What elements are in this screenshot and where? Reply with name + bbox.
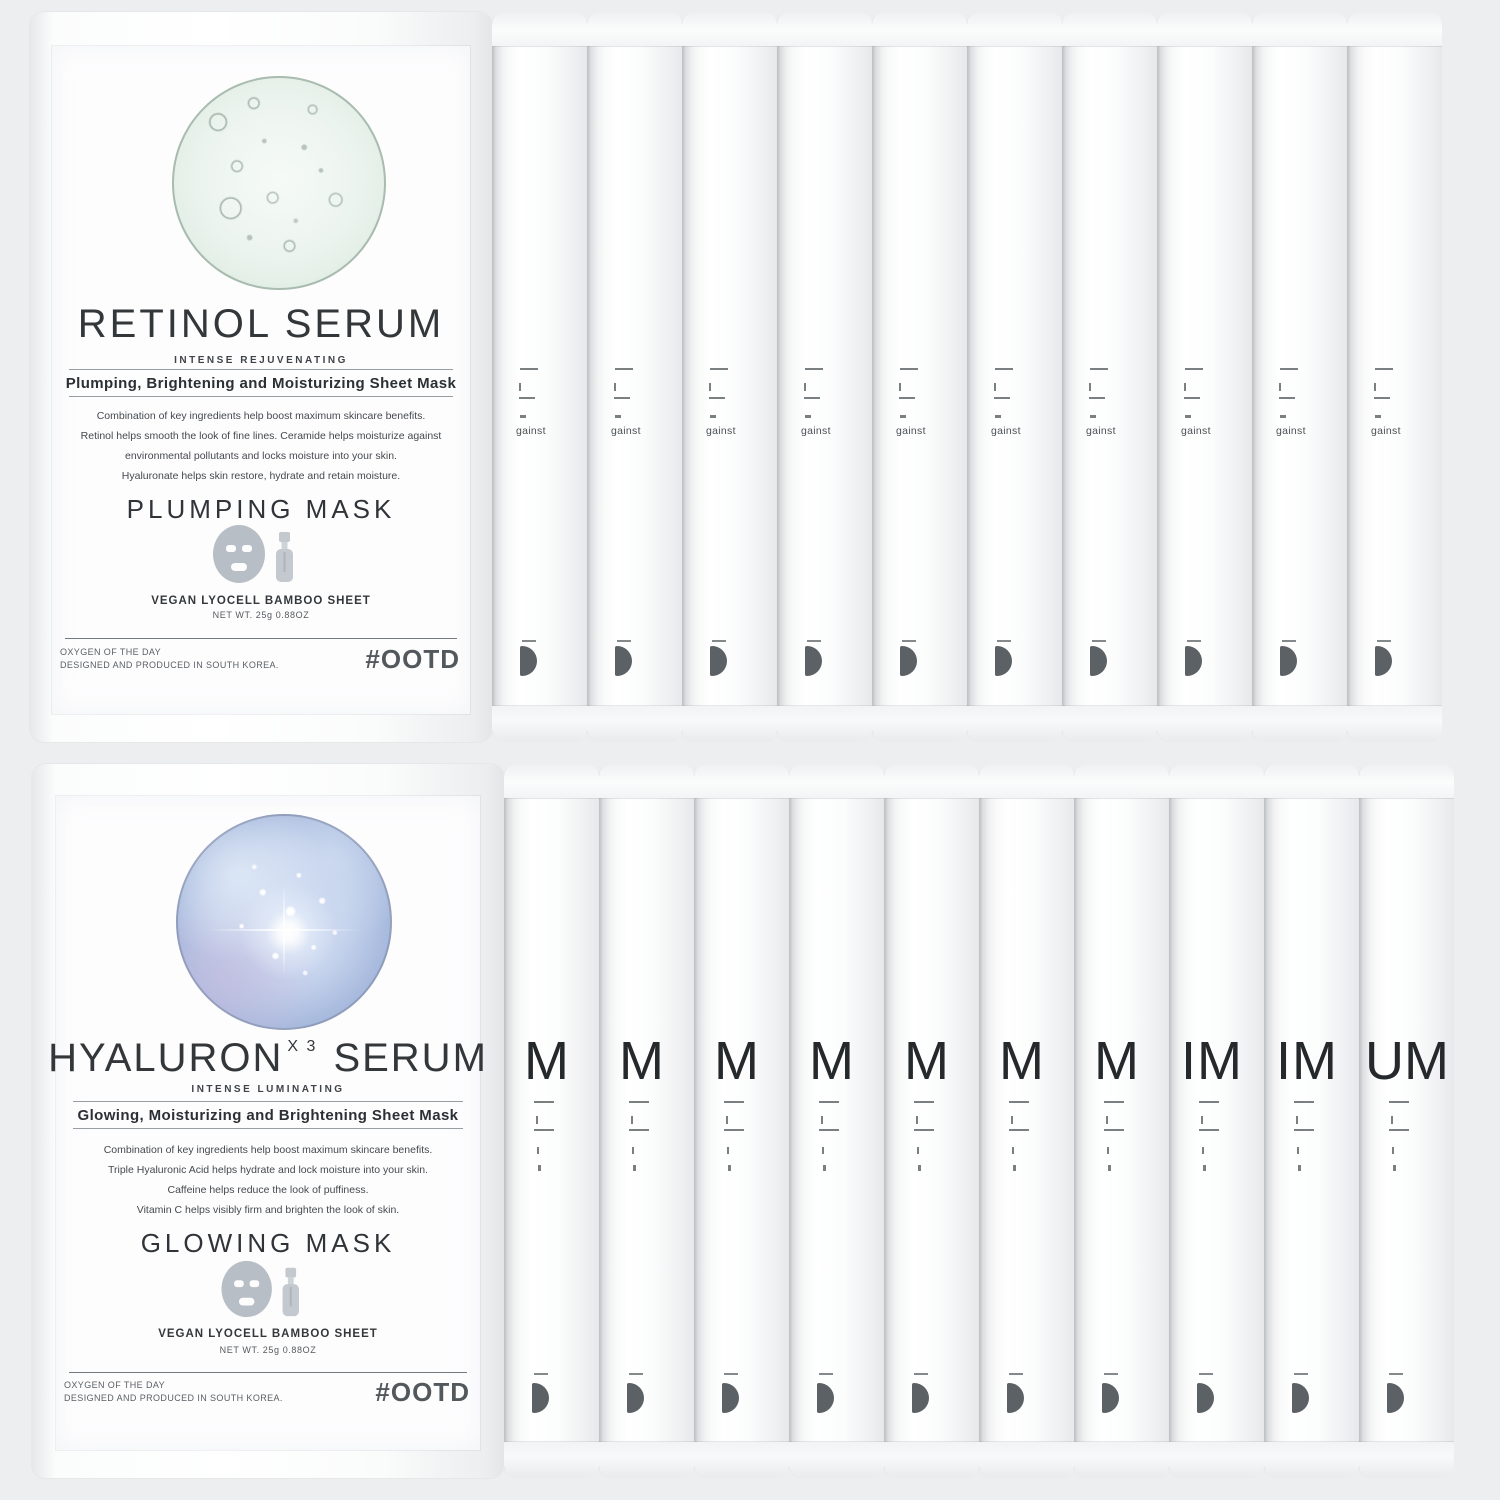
sheet-type-text: VEGAN LYOCELL BAMBOO SHEET: [158, 1328, 378, 1340]
brand-name-text: OXYGEN OF THE DAY: [60, 647, 161, 657]
title-letter-fragment: M: [1094, 1031, 1140, 1091]
label-text-fragment: [614, 397, 630, 399]
label-text-fragment: [1294, 1129, 1314, 1131]
brand-logo-fragment: [1280, 646, 1297, 676]
label-text-fragment: [1389, 1129, 1409, 1131]
face-mask-icon: [198, 1258, 338, 1320]
title-main: HYALURON: [48, 1036, 284, 1080]
label-text-fragment: [1296, 1116, 1298, 1124]
label-text-fragment: [1185, 415, 1191, 418]
label-text-fragment: [1184, 397, 1200, 399]
label-text-fragment: [1187, 640, 1201, 642]
packet-seal-crimp: [599, 1442, 694, 1478]
product-tagline: Plumping, Brightening and Moisturizing Sheet Mask: [65, 375, 457, 392]
packet-seal-crimp: [1074, 1442, 1169, 1478]
description-line: Caffeine helps reduce the look of puffiness.: [167, 1184, 369, 1196]
label-text-fragment: gainst: [1181, 425, 1211, 437]
packet-seal-crimp: [492, 12, 587, 46]
label-text-fragment: [821, 1116, 823, 1124]
label-text-fragment: [916, 1116, 918, 1124]
label-text-fragment: [1090, 368, 1108, 370]
packet-seal-crimp: [492, 706, 587, 742]
hyaluron-mask-packet: [32, 764, 504, 1478]
label-text-fragment: gainst: [801, 425, 831, 437]
label-text-fragment: [1106, 1116, 1108, 1124]
brand-logo-fragment: [1197, 1383, 1214, 1413]
label-text-fragment: [1374, 383, 1376, 391]
retinol-mask-packet: [30, 12, 492, 742]
mask-and-bottle-icons: [52, 522, 470, 586]
packet-seal-crimp: [587, 706, 682, 742]
packet-seal-crimp: [789, 1442, 884, 1478]
label-text-fragment: [1009, 1373, 1023, 1375]
title-letter-fragment: M: [999, 1031, 1045, 1091]
packet-seal-crimp: [682, 12, 777, 46]
label-text-fragment: [819, 1129, 839, 1131]
label-text-fragment: [710, 368, 728, 370]
label-text-fragment: [537, 1147, 539, 1154]
label-text-fragment: [632, 1147, 634, 1154]
title-letter-fragment: M: [809, 1031, 855, 1091]
footer-divider-line: [69, 1372, 468, 1373]
label-text-fragment: [1009, 1101, 1029, 1103]
net-weight-text: NET WT. 25g 0.88OZ: [212, 610, 310, 620]
label-text-fragment: [534, 1129, 554, 1131]
product-subtitle: INTENSE LUMINATING: [191, 1084, 345, 1095]
brand-logo-fragment: [1185, 646, 1202, 676]
label-text-fragment: [900, 415, 906, 418]
brand-logo: #OOTD: [375, 1377, 470, 1407]
label-text-fragment: [534, 1373, 548, 1375]
stacked-mask-packet: [599, 764, 694, 1478]
stacked-mask-packet: [1264, 764, 1359, 1478]
label-text-fragment: [902, 640, 916, 642]
packet-seal-crimp: [1347, 12, 1442, 46]
label-text-fragment: [1298, 1165, 1301, 1171]
label-text-fragment: [918, 1165, 921, 1171]
label-text-fragment: gainst: [1086, 425, 1116, 437]
label-text-fragment: [709, 383, 711, 391]
label-text-fragment: [1389, 1101, 1409, 1103]
label-text-fragment: [997, 640, 1011, 642]
stacked-mask-packet: [777, 12, 872, 742]
label-text-fragment: [1375, 415, 1381, 418]
label-text-fragment: [1107, 1147, 1109, 1154]
packet-seal-crimp: [777, 12, 872, 46]
brand-logo-fragment: [900, 646, 917, 676]
title-letter-fragment: M: [524, 1031, 570, 1091]
stacked-mask-packet: [979, 764, 1074, 1478]
origin-text: DESIGNED AND PRODUCED IN SOUTH KOREA.: [60, 660, 279, 670]
divider-line: [69, 369, 454, 370]
origin-text: DESIGNED AND PRODUCED IN SOUTH KOREA.: [64, 1393, 283, 1403]
label-text-fragment: [629, 1101, 649, 1103]
label-text-fragment: [823, 1165, 826, 1171]
description-line: Retinol helps smooth the look of fine lines. Ceramide helps moisturize against: [80, 430, 442, 442]
label-text-fragment: [804, 397, 820, 399]
product-title: [48, 1036, 488, 1081]
packet-seal-crimp: [884, 764, 979, 798]
label-text-fragment: [914, 1129, 934, 1131]
packet-seal-crimp: [504, 764, 599, 798]
stacked-mask-packet: [872, 12, 967, 742]
label-text-fragment: [994, 383, 996, 391]
label-text-fragment: [1282, 640, 1296, 642]
face-mask-icon: [191, 522, 331, 586]
stacked-mask-packet: [1169, 764, 1264, 1478]
retinol-packet-label: [52, 46, 470, 714]
serum-bubbles-decor: [174, 78, 384, 288]
description-line: Combination of key ingredients help boost maximum skincare benefits.: [103, 1144, 433, 1156]
packet-seal-crimp: [884, 1442, 979, 1478]
label-text-fragment: [519, 383, 521, 391]
packet-seal-crimp: [1157, 12, 1252, 46]
label-text-fragment: [994, 397, 1010, 399]
label-text-fragment: [724, 1373, 738, 1375]
brand-logo-fragment: [1102, 1383, 1119, 1413]
packet-seal-crimp: [872, 12, 967, 46]
label-text-fragment: gainst: [516, 425, 546, 437]
label-text-fragment: [1377, 640, 1391, 642]
label-text-fragment: [1280, 415, 1286, 418]
product-subtitle: INTENSE REJUVENATING: [174, 355, 348, 366]
label-text-fragment: [520, 368, 538, 370]
label-text-fragment: gainst: [706, 425, 736, 437]
packet-footer: [64, 1379, 470, 1408]
brand-logo-fragment: [532, 1383, 549, 1413]
brand-logo-fragment: [1090, 646, 1107, 676]
label-text-fragment: [709, 397, 725, 399]
packet-footer: [60, 646, 460, 675]
brand-logo-fragment: [805, 646, 822, 676]
packet-seal-crimp: [872, 706, 967, 742]
brand-logo-fragment: [710, 646, 727, 676]
packet-seal-crimp: [777, 706, 872, 742]
label-text-fragment: [995, 368, 1013, 370]
label-text-fragment: [617, 640, 631, 642]
packet-seal-crimp: [1062, 706, 1157, 742]
stacked-mask-packet: [967, 12, 1062, 742]
packet-seal-crimp: [967, 12, 1062, 46]
serum-bottle-icon: [276, 532, 293, 582]
label-text-fragment: [1092, 640, 1106, 642]
brand-logo-fragment: [1007, 1383, 1024, 1413]
description-line: Hyaluronate helps skin restore, hydrate and retain moisture.: [121, 470, 401, 482]
label-text-fragment: [1199, 1373, 1213, 1375]
divider-line: [69, 396, 454, 397]
brand-footer-text: [60, 646, 279, 672]
label-text-fragment: [1185, 368, 1203, 370]
product-description: [56, 1140, 480, 1220]
label-text-fragment: [1392, 1147, 1394, 1154]
label-text-fragment: [1389, 1373, 1403, 1375]
label-text-fragment: [822, 1147, 824, 1154]
title-letter-fragment: M: [714, 1031, 760, 1091]
label-text-fragment: [631, 1116, 633, 1124]
packet-seal-crimp: [504, 1442, 599, 1478]
label-text-fragment: [900, 368, 918, 370]
label-text-fragment: [1104, 1101, 1124, 1103]
divider-line: [73, 1128, 463, 1129]
label-text-fragment: [1089, 397, 1105, 399]
label-text-fragment: [1199, 1101, 1219, 1103]
stacked-mask-packet: [682, 12, 777, 742]
serum-bubble-photo: [176, 814, 392, 1030]
divider-line: [73, 1101, 463, 1102]
light-flare-decor: [283, 885, 285, 975]
label-text-fragment: [1012, 1147, 1014, 1154]
label-text-fragment: [520, 415, 526, 418]
label-text-fragment: gainst: [611, 425, 641, 437]
label-text-fragment: [1294, 1101, 1314, 1103]
label-text-fragment: [1202, 1147, 1204, 1154]
label-text-fragment: [724, 1129, 744, 1131]
label-text-fragment: [629, 1373, 643, 1375]
label-text-fragment: [1104, 1129, 1124, 1131]
brand-logo-fragment: [912, 1383, 929, 1413]
packet-seal-crimp: [789, 764, 884, 798]
packet-seal-crimp: [979, 764, 1074, 798]
label-text-fragment: [1089, 383, 1091, 391]
label-text-fragment: [534, 1101, 554, 1103]
label-text-fragment: [1203, 1165, 1206, 1171]
label-text-fragment: [1199, 1129, 1219, 1131]
label-text-fragment: [1108, 1165, 1111, 1171]
label-text-fragment: [710, 415, 716, 418]
label-text-fragment: gainst: [991, 425, 1021, 437]
brand-logo-fragment: [722, 1383, 739, 1413]
label-text-fragment: [807, 640, 821, 642]
brand-logo-fragment: [817, 1383, 834, 1413]
stacked-mask-packet: [1359, 764, 1454, 1478]
packet-seal-crimp: [694, 764, 789, 798]
label-text-fragment: [1391, 1116, 1393, 1124]
stacked-mask-packet: [694, 764, 789, 1478]
title-tail: SERUM: [333, 1036, 488, 1080]
packet-seal-crimp: [1347, 706, 1442, 742]
description-line: Combination of key ingredients help boost maximum skincare benefits.: [96, 410, 426, 422]
label-text-fragment: [899, 397, 915, 399]
label-text-fragment: [728, 1165, 731, 1171]
serum-drop-photo: [172, 76, 386, 290]
stacked-mask-packet: [789, 764, 884, 1478]
label-text-fragment: [633, 1165, 636, 1171]
brand-logo-fragment: [1292, 1383, 1309, 1413]
label-text-fragment: [1184, 383, 1186, 391]
label-text-fragment: [914, 1373, 928, 1375]
label-text-fragment: [995, 415, 1001, 418]
label-text-fragment: [536, 1116, 538, 1124]
label-text-fragment: [917, 1147, 919, 1154]
label-text-fragment: [805, 368, 823, 370]
footer-divider-line: [65, 638, 458, 639]
stacked-mask-packet: [587, 12, 682, 742]
label-text-fragment: gainst: [1276, 425, 1306, 437]
label-text-fragment: [1374, 397, 1390, 399]
packet-seal-crimp: [1359, 764, 1454, 798]
label-text-fragment: gainst: [1371, 425, 1401, 437]
label-text-fragment: [522, 640, 536, 642]
brand-logo-fragment: [615, 646, 632, 676]
mask-type-title: PLUMPING MASK: [126, 494, 396, 524]
label-text-fragment: [1201, 1116, 1203, 1124]
net-weight-text: NET WT. 25g 0.88OZ: [219, 1345, 317, 1355]
packet-seal-crimp: [1169, 764, 1264, 798]
label-text-fragment: [1280, 368, 1298, 370]
description-line: Vitamin C helps visibly firm and brighten the look of skin.: [136, 1204, 400, 1216]
stacked-mask-packet: [1062, 12, 1157, 742]
title-letter-fragment: M: [619, 1031, 665, 1091]
stacked-mask-packet: [1252, 12, 1347, 742]
sheet-type-text: VEGAN LYOCELL BAMBOO SHEET: [151, 595, 371, 607]
description-line: environmental pollutants and locks moisture into your skin.: [125, 450, 397, 462]
packet-seal-crimp: [1169, 1442, 1264, 1478]
label-text-fragment: [629, 1129, 649, 1131]
label-text-fragment: [1104, 1373, 1118, 1375]
brand-logo-fragment: [520, 646, 537, 676]
mask-and-bottle-icons: [56, 1258, 480, 1320]
brand-logo-fragment: [627, 1383, 644, 1413]
brand-logo: #OOTD: [365, 644, 460, 674]
product-title: RETINOL SERUM: [77, 302, 445, 346]
packet-seal-crimp: [587, 12, 682, 46]
label-text-fragment: [914, 1101, 934, 1103]
hyaluron-packet-label: [48, 796, 488, 1450]
brand-logo-fragment: [1375, 646, 1392, 676]
title-letter-fragment: IM: [1181, 1031, 1243, 1091]
stacked-mask-packet: [504, 764, 599, 1478]
label-text-fragment: [1090, 415, 1096, 418]
stacked-mask-packet: [884, 764, 979, 1478]
stacked-mask-packet: [1157, 12, 1252, 742]
packet-seal-crimp: [682, 706, 777, 742]
packet-seal-crimp: [967, 706, 1062, 742]
packet-seal-crimp: [1264, 764, 1359, 798]
label-text-fragment: [615, 368, 633, 370]
packet-seal-crimp: [979, 1442, 1074, 1478]
stacked-mask-packet: [492, 12, 587, 742]
label-text-fragment: [1009, 1129, 1029, 1131]
label-text-fragment: [1294, 1373, 1308, 1375]
serum-bottle-icon: [283, 1268, 299, 1316]
stacked-mask-packet: [1074, 764, 1169, 1478]
title-letter-fragment: M: [904, 1031, 950, 1091]
packet-seal-crimp: [599, 764, 694, 798]
packet-seal-crimp: [1264, 1442, 1359, 1478]
packet-seal-crimp: [1359, 1442, 1454, 1478]
label-text-fragment: [1279, 397, 1295, 399]
brand-logo-fragment: [1387, 1383, 1404, 1413]
stacked-mask-packet: [1347, 12, 1442, 742]
label-text-fragment: [727, 1147, 729, 1154]
label-text-fragment: [1279, 383, 1281, 391]
title-superscript: X 3: [287, 1038, 318, 1055]
description-line: Triple Hyaluronic Acid helps hydrate and lock moisture into your skin.: [107, 1164, 428, 1176]
packet-seal-crimp: [1062, 12, 1157, 46]
label-text-fragment: [615, 415, 621, 418]
label-text-fragment: [614, 383, 616, 391]
label-text-fragment: [1297, 1147, 1299, 1154]
label-text-fragment: [819, 1101, 839, 1103]
label-text-fragment: [724, 1101, 744, 1103]
product-description: [52, 406, 470, 486]
label-text-fragment: [899, 383, 901, 391]
label-text-fragment: [805, 415, 811, 418]
label-text-fragment: [804, 383, 806, 391]
label-text-fragment: [726, 1116, 728, 1124]
label-text-fragment: [712, 640, 726, 642]
label-text-fragment: [1375, 368, 1393, 370]
label-text-fragment: [519, 397, 535, 399]
title-letter-fragment: IM: [1276, 1031, 1338, 1091]
packet-seal-crimp: [1074, 764, 1169, 798]
label-text-fragment: [538, 1165, 541, 1171]
packet-seal-crimp: [1252, 706, 1347, 742]
brand-logo-fragment: [995, 646, 1012, 676]
packet-seal-crimp: [694, 1442, 789, 1478]
product-tagline: Glowing, Moisturizing and Brightening Sheet Mask: [77, 1107, 459, 1124]
packet-seal-crimp: [1252, 12, 1347, 46]
label-text-fragment: [819, 1373, 833, 1375]
label-text-fragment: [1011, 1116, 1013, 1124]
brand-footer-text: [64, 1379, 283, 1405]
brand-name-text: OXYGEN OF THE DAY: [64, 1380, 165, 1390]
mask-type-title: GLOWING MASK: [140, 1228, 396, 1258]
label-text-fragment: [1013, 1165, 1016, 1171]
packet-seal-crimp: [1157, 706, 1252, 742]
label-text-fragment: gainst: [896, 425, 926, 437]
title-letter-fragment: UM: [1365, 1031, 1449, 1091]
label-text-fragment: [1393, 1165, 1396, 1171]
